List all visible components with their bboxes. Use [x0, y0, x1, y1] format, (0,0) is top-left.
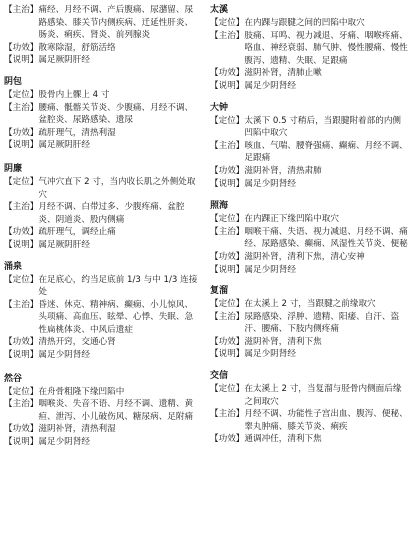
row-tag: 【说明】 — [210, 178, 245, 189]
entry-row — [210, 178, 409, 191]
row-text: 属足厥阴肝经 — [38, 140, 90, 151]
row-text: 股骨内上髁上 4 寸 — [38, 89, 110, 100]
row-tag: 【定位】 — [210, 214, 245, 225]
entry-row — [210, 30, 409, 68]
row-text: 痛经、月经不调、产后腹痛、尿潴留、尿路感染、膝关节内侧疾病、迁延性肝炎、肠炎、痢疾、肾炎、前列腺炎 — [38, 5, 194, 41]
entry-row — [210, 17, 409, 30]
row-tag: 【主治】 — [4, 299, 39, 310]
row-text: 滋阴补肾，清利下焦，清心安神 — [244, 251, 365, 262]
row-text: 咽喉炎、失音不语、月经不调、遗精、黄疸、泄泻、小儿破伤风、糖尿病、足附痛 — [38, 399, 194, 422]
row-tag: 【功效】 — [210, 336, 245, 347]
row-text: 滋阴补肾，清热利湿 — [38, 424, 116, 435]
entry-row — [4, 42, 200, 55]
row-tag: 【主治】 — [210, 311, 245, 322]
row-text: 属足少阴肾经 — [244, 178, 296, 189]
entry-row — [210, 213, 409, 226]
row-tag: 【功效】 — [4, 42, 39, 53]
row-tag: 【主治】 — [210, 226, 245, 237]
row-tag: 【功效】 — [4, 127, 39, 138]
row-tag: 【主治】 — [4, 202, 39, 213]
row-tag: 【说明】 — [210, 80, 245, 91]
row-text: 在内踝与跟腱之间的凹陷中取穴 — [244, 18, 365, 28]
entry-row — [4, 54, 200, 67]
row-text: 滋阴补肾，清热肃肺 — [244, 165, 322, 176]
row-tag: 【功效】 — [4, 337, 39, 348]
row-text: 属足少阴肾经 — [38, 350, 90, 361]
row-text: 咳血、气喘、腰脊强痛、癫痫、月经不调、足跟痛 — [244, 140, 408, 164]
row-text: 疏肝理气，调经止痛 — [38, 227, 116, 238]
row-text: 昏迷、休克、精神病、癫痫、小儿惊风、头项痛、高血压、眩晕、心悸、失眠、急性扁桃体炎、中风后遗症 — [38, 299, 194, 335]
row-tag: 【主治】 — [4, 399, 39, 410]
row-tag: 【主治】 — [4, 102, 39, 113]
row-text: 在内踝正下缘凹陷中取穴 — [244, 214, 339, 225]
acupoint-title: 然谷 — [4, 373, 23, 384]
left-column — [4, 4, 200, 449]
acupoint-entry — [210, 4, 409, 93]
row-text: 月经不调、功能性子宫出血、腹泻、便秘、睾丸肿痛、膝关节炎、痢疾 — [244, 409, 408, 432]
acupoint-entry — [4, 4, 200, 67]
acupoint-title: 大钟 — [210, 102, 229, 113]
entry-row — [210, 226, 409, 251]
row-tag: 【定位】 — [4, 274, 39, 285]
entry-row — [210, 433, 409, 446]
row-tag: 【说明】 — [4, 55, 39, 66]
row-tag: 【说明】 — [4, 350, 39, 361]
entry-row — [210, 140, 409, 165]
row-text: 肢痛、耳鸣、视力减退、牙痛、咽喉疼痛、咯血、神经衰弱、肺气肿、慢性腰痛、慢性腹泻、遗精、失眠、足跟痛 — [244, 30, 408, 66]
entry-row — [210, 67, 409, 80]
acupoint-entry — [210, 370, 409, 446]
entry-row — [4, 4, 200, 42]
entry-row — [4, 336, 200, 349]
row-text: 属足少阴肾经 — [244, 349, 296, 360]
entry-row — [4, 386, 200, 399]
entry-row — [210, 251, 409, 264]
acupoint-title: 复溜 — [210, 286, 229, 297]
acupoint-title: 太溪 — [210, 5, 229, 15]
row-tag: 【主治】 — [210, 30, 245, 41]
row-text: 月经不调、白带过多、少腹疼痛、盆腔炎、阴道炎、股内侧痛 — [38, 202, 185, 225]
entry-row — [4, 398, 200, 423]
entry-row — [4, 127, 200, 140]
entry-row — [4, 274, 200, 299]
row-tag: 【定位】 — [4, 176, 39, 187]
row-text: 在足底心，约当足底前 1/3 与中 1/3 连接处 — [38, 274, 198, 298]
entry-row — [4, 226, 200, 239]
acupoint-title: 涌泉 — [4, 261, 23, 272]
row-tag: 【定位】 — [210, 18, 245, 28]
entry-row — [4, 201, 200, 226]
row-text: 属足少阴肾经 — [244, 264, 296, 275]
row-tag: 【主治】 — [210, 140, 245, 151]
acupoint-title: 照海 — [210, 201, 229, 212]
row-tag: 【主治】 — [210, 409, 245, 420]
entry-row — [210, 264, 409, 277]
row-tag: 【说明】 — [4, 140, 39, 151]
row-text: 在舟骨粗隆下缘凹陷中 — [38, 386, 125, 397]
row-tag: 【说明】 — [210, 264, 245, 275]
entry-row — [210, 348, 409, 361]
row-tag: 【定位】 — [210, 115, 245, 126]
row-text: 通调冲任，清利下焦 — [244, 434, 322, 445]
row-text: 气冲穴直下 2 寸，当内收长肌之外侧处取穴 — [38, 176, 196, 200]
entry-row — [4, 423, 200, 436]
row-tag: 【定位】 — [210, 384, 245, 395]
acupoint-title: 交信 — [210, 371, 229, 382]
row-tag: 【说明】 — [4, 239, 39, 250]
row-text: 散寒除湿，舒筋活络 — [38, 42, 116, 53]
row-text: 疏肝理气，清热利湿 — [38, 127, 116, 138]
row-text: 在太溪上 2 寸，当跟腱之前缘取穴 — [244, 299, 376, 310]
row-tag: 【定位】 — [210, 299, 245, 310]
row-text: 属足少阴肾经 — [38, 437, 90, 448]
entry-row — [210, 383, 409, 408]
entry-row — [210, 80, 409, 93]
entry-row — [4, 436, 200, 449]
row-text: 腰痛、骶髂关节炎、少腹痛、月经不调、盆腔炎、尿路感染、遗尿 — [38, 102, 194, 126]
row-tag: 【定位】 — [4, 89, 39, 100]
right-column — [210, 4, 409, 446]
row-text: 太溪下 0.5 寸稍后，当跟腱附着部的内侧凹陷中取穴 — [244, 115, 402, 139]
row-tag: 【定位】 — [4, 386, 39, 397]
entry-row — [4, 239, 200, 252]
entry-row — [4, 139, 200, 152]
entry-row — [4, 176, 200, 201]
entry-row — [210, 298, 409, 311]
acupoint-entry — [210, 102, 409, 191]
entry-row — [4, 102, 200, 127]
row-tag: 【功效】 — [210, 165, 245, 176]
acupoint-entry — [4, 76, 200, 152]
row-tag: 【功效】 — [210, 68, 245, 79]
acupoint-title: 阴廉 — [4, 163, 23, 174]
acupoint-entry — [4, 163, 200, 252]
row-text: 属足少阴肾经 — [244, 80, 296, 91]
row-text: 尿路感染、浮肿、遗精、阳痿、自汗、盗汗、腰痛、下肢内侧疼痛 — [244, 311, 400, 335]
acupoint-title: 阴包 — [4, 76, 23, 87]
row-tag: 【说明】 — [4, 437, 39, 448]
acupoint-entry — [210, 200, 409, 276]
row-tag: 【主治】 — [4, 5, 39, 15]
entry-row — [210, 311, 409, 336]
acupoint-entry — [4, 261, 200, 362]
row-text: 咽喉干痛、失语、视力减退、月经不调、痛经、尿路感染、癫痫、风湿性关节炎、便秘 — [244, 226, 408, 250]
entry-row — [210, 408, 409, 433]
row-tag: 【说明】 — [210, 349, 245, 360]
row-tag: 【功效】 — [4, 227, 39, 238]
row-tag: 【功效】 — [210, 251, 245, 262]
entry-row — [4, 299, 200, 337]
row-text: 清热开窍，交通心肾 — [38, 337, 116, 348]
row-text: 滋阴补肾，清肺止嗽 — [244, 68, 322, 79]
entry-row — [4, 349, 200, 362]
row-text: 在太溪上 2 寸，当复溜与胫骨内侧面后缘之间取穴 — [244, 384, 402, 407]
row-tag: 【功效】 — [210, 434, 245, 445]
row-tag: 【功效】 — [4, 424, 39, 435]
acupoint-entry — [210, 285, 409, 361]
acupoint-entry — [4, 373, 200, 449]
row-text: 属足厥阴肝经 — [38, 239, 90, 250]
entry-row — [4, 89, 200, 102]
entry-row — [210, 115, 409, 140]
row-text: 属足厥阴肝经 — [38, 55, 90, 66]
row-text: 滋阴补肾，清利下焦 — [244, 336, 322, 347]
entry-row — [210, 336, 409, 349]
entry-row — [210, 165, 409, 178]
